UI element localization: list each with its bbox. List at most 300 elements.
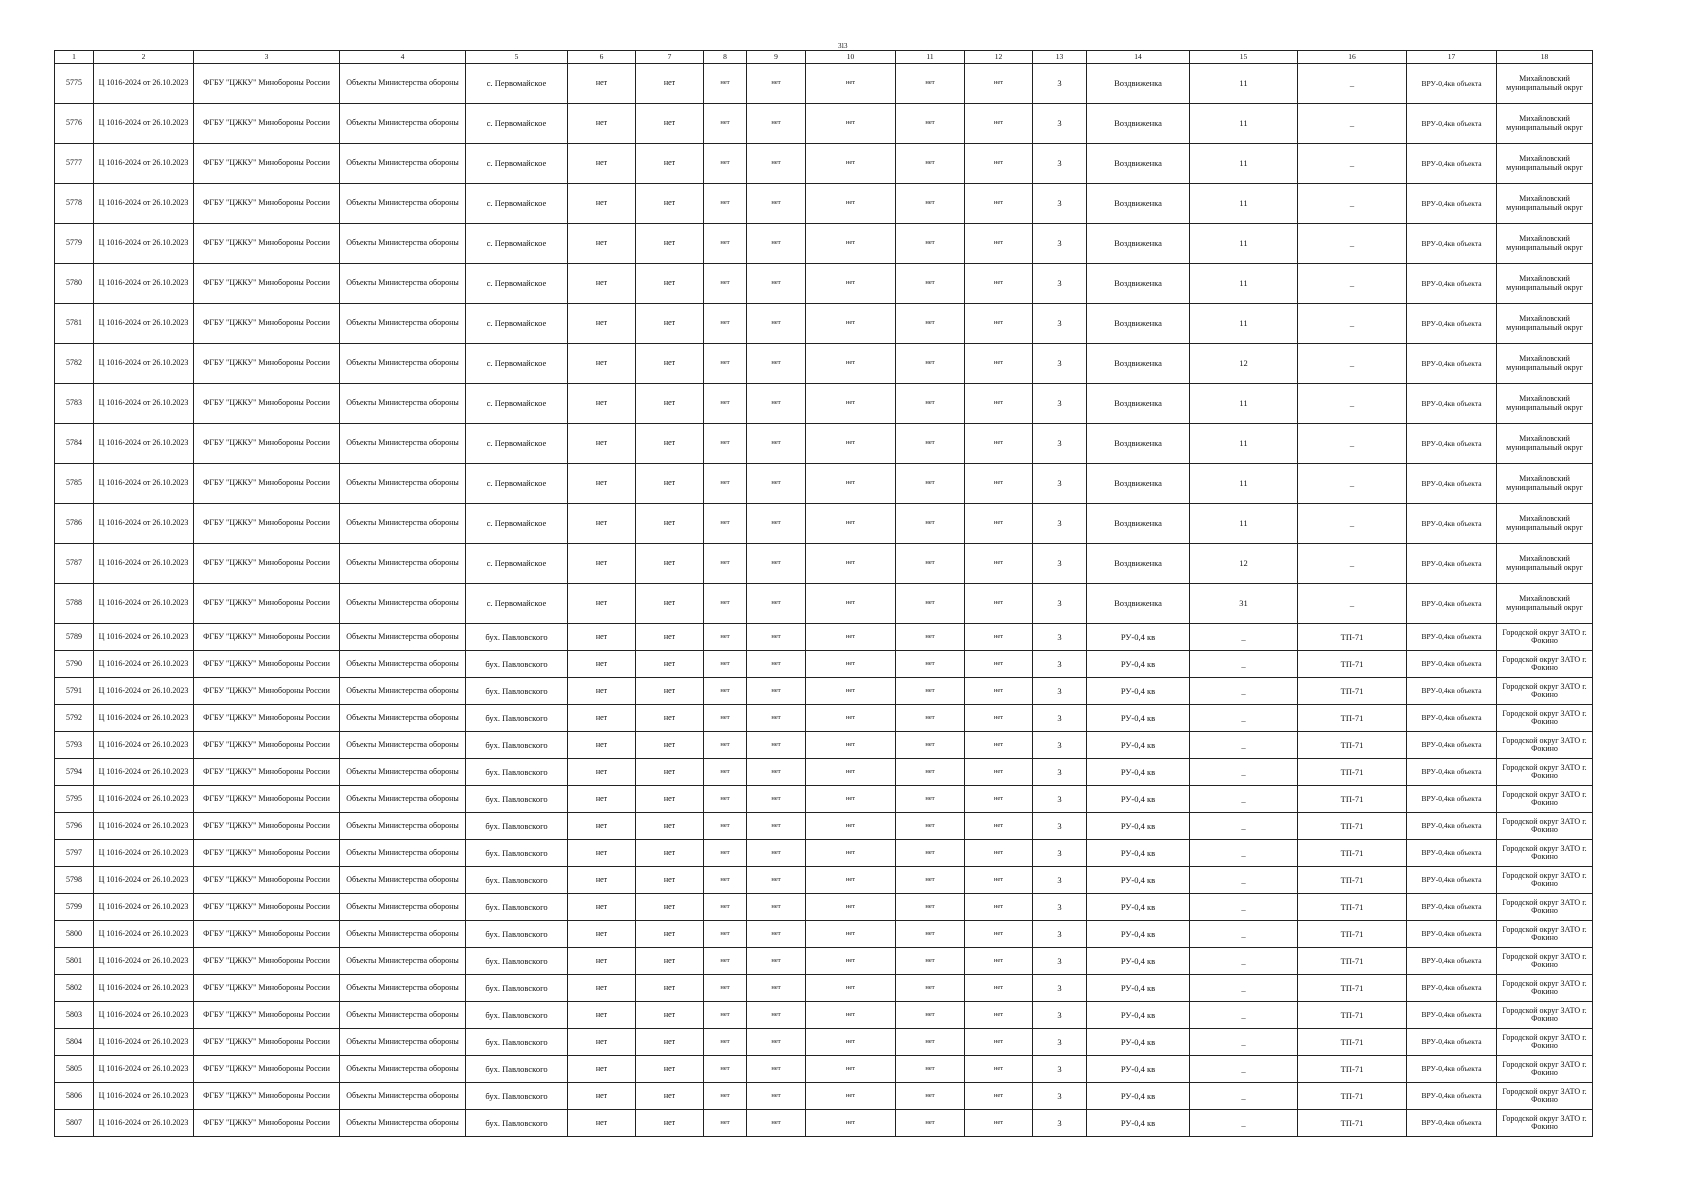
cell-col-5: с. Первомайское <box>466 184 568 224</box>
cell-col-4: Объекты Министерства обороны <box>340 1029 466 1056</box>
cell-col-5: бух. Павловского <box>466 813 568 840</box>
cell-col-11: нет <box>896 1110 965 1137</box>
cell-col-4: Объекты Министерства обороны <box>340 840 466 867</box>
cell-col-5: с. Первомайское <box>466 224 568 264</box>
cell-col-5: бух. Павловского <box>466 1002 568 1029</box>
cell-col-14: Воздвиженка <box>1087 344 1190 384</box>
cell-col-8: нет <box>704 144 747 184</box>
cell-col-3: ФГБУ "ЦЖКУ" Минобороны России <box>194 1110 340 1137</box>
column-header-5: 5 <box>466 51 568 64</box>
cell-col-13: 3 <box>1033 786 1087 813</box>
cell-col-10: нет <box>806 786 896 813</box>
cell-col-16: _ <box>1298 384 1407 424</box>
cell-col-5: с. Первомайское <box>466 64 568 104</box>
cell-col-16: ТП-71 <box>1298 1029 1407 1056</box>
cell-col-5: бух. Павловского <box>466 678 568 705</box>
cell-col-17: ВРУ-0,4кв объекта <box>1407 651 1497 678</box>
cell-col-14: РУ-0,4 кв <box>1087 732 1190 759</box>
cell-col-15: _ <box>1190 624 1298 651</box>
cell-col-6: нет <box>568 544 636 584</box>
cell-col-11: нет <box>896 705 965 732</box>
cell-col-15: 11 <box>1190 104 1298 144</box>
cell-col-17: ВРУ-0,4кв объекта <box>1407 840 1497 867</box>
cell-col-15: _ <box>1190 651 1298 678</box>
cell-col-14: Воздвиженка <box>1087 64 1190 104</box>
cell-col-14: Воздвиженка <box>1087 184 1190 224</box>
cell-col-8: нет <box>704 678 747 705</box>
cell-col-6: нет <box>568 624 636 651</box>
cell-col-7: нет <box>636 384 704 424</box>
cell-col-16: _ <box>1298 504 1407 544</box>
cell-col-13: 3 <box>1033 624 1087 651</box>
cell-col-16: _ <box>1298 304 1407 344</box>
cell-col-15: 11 <box>1190 384 1298 424</box>
cell-col-1: 5806 <box>55 1083 94 1110</box>
column-header-17: 17 <box>1407 51 1497 64</box>
cell-col-9: нет <box>747 184 806 224</box>
cell-col-16: _ <box>1298 424 1407 464</box>
cell-col-5: с. Первомайское <box>466 304 568 344</box>
cell-col-8: нет <box>704 104 747 144</box>
cell-col-14: Воздвиженка <box>1087 104 1190 144</box>
cell-col-8: нет <box>704 894 747 921</box>
cell-col-14: РУ-0,4 кв <box>1087 894 1190 921</box>
cell-col-6: нет <box>568 504 636 544</box>
cell-col-9: нет <box>747 1083 806 1110</box>
cell-col-1: 5788 <box>55 584 94 624</box>
register-table <box>54 50 1593 1137</box>
cell-col-3: ФГБУ "ЦЖКУ" Минобороны России <box>194 921 340 948</box>
cell-col-6: нет <box>568 64 636 104</box>
cell-col-4: Объекты Министерства обороны <box>340 813 466 840</box>
cell-col-18: Городской округ ЗАТО г. Фокино <box>1497 1056 1593 1083</box>
cell-col-18: Городской округ ЗАТО г. Фокино <box>1497 975 1593 1002</box>
cell-col-17: ВРУ-0,4кв объекта <box>1407 384 1497 424</box>
cell-col-1: 5790 <box>55 651 94 678</box>
cell-col-9: нет <box>747 732 806 759</box>
cell-col-17: ВРУ-0,4кв объекта <box>1407 624 1497 651</box>
cell-col-17: ВРУ-0,4кв объекта <box>1407 344 1497 384</box>
cell-col-3: ФГБУ "ЦЖКУ" Минобороны России <box>194 384 340 424</box>
cell-col-1: 5791 <box>55 678 94 705</box>
cell-col-17: ВРУ-0,4кв объекта <box>1407 786 1497 813</box>
cell-col-12: нет <box>965 1083 1033 1110</box>
table-row <box>55 1002 1593 1029</box>
cell-col-9: нет <box>747 504 806 544</box>
cell-col-3: ФГБУ "ЦЖКУ" Минобороны России <box>194 867 340 894</box>
cell-col-18: Михайловский муниципальный округ <box>1497 424 1593 464</box>
cell-col-2: Ц 1016-2024 от 26.10.2023 <box>94 840 194 867</box>
cell-col-8: нет <box>704 624 747 651</box>
cell-col-2: Ц 1016-2024 от 26.10.2023 <box>94 464 194 504</box>
cell-col-12: нет <box>965 1056 1033 1083</box>
cell-col-11: нет <box>896 651 965 678</box>
cell-col-8: нет <box>704 584 747 624</box>
column-header-15: 15 <box>1190 51 1298 64</box>
cell-col-9: нет <box>747 921 806 948</box>
cell-col-1: 5792 <box>55 705 94 732</box>
cell-col-18: Михайловский муниципальный округ <box>1497 504 1593 544</box>
cell-col-8: нет <box>704 384 747 424</box>
cell-col-3: ФГБУ "ЦЖКУ" Минобороны России <box>194 948 340 975</box>
cell-col-4: Объекты Министерства обороны <box>340 144 466 184</box>
cell-col-2: Ц 1016-2024 от 26.10.2023 <box>94 384 194 424</box>
cell-col-8: нет <box>704 464 747 504</box>
cell-col-5: бух. Павловского <box>466 759 568 786</box>
column-header-1: 1 <box>55 51 94 64</box>
cell-col-10: нет <box>806 975 896 1002</box>
table-row <box>55 921 1593 948</box>
cell-col-13: 3 <box>1033 184 1087 224</box>
cell-col-9: нет <box>747 813 806 840</box>
cell-col-3: ФГБУ "ЦЖКУ" Минобороны России <box>194 504 340 544</box>
cell-col-15: _ <box>1190 975 1298 1002</box>
cell-col-10: нет <box>806 894 896 921</box>
cell-col-11: нет <box>896 104 965 144</box>
cell-col-6: нет <box>568 584 636 624</box>
cell-col-16: _ <box>1298 104 1407 144</box>
cell-col-12: нет <box>965 264 1033 304</box>
cell-col-11: нет <box>896 975 965 1002</box>
cell-col-3: ФГБУ "ЦЖКУ" Минобороны России <box>194 840 340 867</box>
cell-col-2: Ц 1016-2024 от 26.10.2023 <box>94 1056 194 1083</box>
column-header-9: 9 <box>747 51 806 64</box>
cell-col-17: ВРУ-0,4кв объекта <box>1407 894 1497 921</box>
cell-col-14: РУ-0,4 кв <box>1087 759 1190 786</box>
cell-col-14: РУ-0,4 кв <box>1087 1110 1190 1137</box>
cell-col-14: РУ-0,4 кв <box>1087 921 1190 948</box>
table-row <box>55 584 1593 624</box>
cell-col-4: Объекты Министерства обороны <box>340 624 466 651</box>
cell-col-7: нет <box>636 624 704 651</box>
cell-col-6: нет <box>568 224 636 264</box>
cell-col-12: нет <box>965 544 1033 584</box>
cell-col-10: нет <box>806 1056 896 1083</box>
cell-col-13: 3 <box>1033 344 1087 384</box>
cell-col-17: ВРУ-0,4кв объекта <box>1407 948 1497 975</box>
cell-col-16: ТП-71 <box>1298 948 1407 975</box>
column-header-6: 6 <box>568 51 636 64</box>
cell-col-4: Объекты Министерства обороны <box>340 504 466 544</box>
cell-col-17: ВРУ-0,4кв объекта <box>1407 732 1497 759</box>
cell-col-2: Ц 1016-2024 от 26.10.2023 <box>94 224 194 264</box>
cell-col-13: 3 <box>1033 948 1087 975</box>
cell-col-3: ФГБУ "ЦЖКУ" Минобороны России <box>194 264 340 304</box>
cell-col-6: нет <box>568 705 636 732</box>
table-row <box>55 344 1593 384</box>
cell-col-15: 11 <box>1190 144 1298 184</box>
table-row <box>55 759 1593 786</box>
cell-col-15: _ <box>1190 786 1298 813</box>
cell-col-7: нет <box>636 1029 704 1056</box>
cell-col-14: Воздвиженка <box>1087 504 1190 544</box>
cell-col-9: нет <box>747 705 806 732</box>
cell-col-5: бух. Павловского <box>466 786 568 813</box>
cell-col-8: нет <box>704 344 747 384</box>
cell-col-14: Воздвиженка <box>1087 304 1190 344</box>
cell-col-15: 11 <box>1190 184 1298 224</box>
cell-col-14: РУ-0,4 кв <box>1087 813 1190 840</box>
column-header-8: 8 <box>704 51 747 64</box>
cell-col-14: Воздвиженка <box>1087 584 1190 624</box>
cell-col-5: бух. Павловского <box>466 624 568 651</box>
cell-col-12: нет <box>965 948 1033 975</box>
cell-col-11: нет <box>896 184 965 224</box>
cell-col-17: ВРУ-0,4кв объекта <box>1407 544 1497 584</box>
cell-col-11: нет <box>896 384 965 424</box>
cell-col-15: _ <box>1190 1056 1298 1083</box>
cell-col-16: ТП-71 <box>1298 975 1407 1002</box>
cell-col-18: Городской округ ЗАТО г. Фокино <box>1497 1083 1593 1110</box>
cell-col-5: с. Первомайское <box>466 424 568 464</box>
cell-col-16: ТП-71 <box>1298 624 1407 651</box>
cell-col-7: нет <box>636 786 704 813</box>
cell-col-13: 3 <box>1033 544 1087 584</box>
cell-col-2: Ц 1016-2024 от 26.10.2023 <box>94 813 194 840</box>
column-header-3: 3 <box>194 51 340 64</box>
cell-col-18: Городской округ ЗАТО г. Фокино <box>1497 921 1593 948</box>
cell-col-2: Ц 1016-2024 от 26.10.2023 <box>94 544 194 584</box>
cell-col-11: нет <box>896 813 965 840</box>
cell-col-6: нет <box>568 1002 636 1029</box>
cell-col-18: Городской округ ЗАТО г. Фокино <box>1497 651 1593 678</box>
cell-col-10: нет <box>806 584 896 624</box>
cell-col-17: ВРУ-0,4кв объекта <box>1407 975 1497 1002</box>
cell-col-2: Ц 1016-2024 от 26.10.2023 <box>94 705 194 732</box>
cell-col-9: нет <box>747 1029 806 1056</box>
cell-col-2: Ц 1016-2024 от 26.10.2023 <box>94 732 194 759</box>
cell-col-3: ФГБУ "ЦЖКУ" Минобороны России <box>194 894 340 921</box>
cell-col-10: нет <box>806 384 896 424</box>
cell-col-13: 3 <box>1033 464 1087 504</box>
cell-col-13: 3 <box>1033 1083 1087 1110</box>
cell-col-7: нет <box>636 705 704 732</box>
cell-col-8: нет <box>704 786 747 813</box>
cell-col-1: 5783 <box>55 384 94 424</box>
cell-col-2: Ц 1016-2024 от 26.10.2023 <box>94 921 194 948</box>
cell-col-2: Ц 1016-2024 от 26.10.2023 <box>94 344 194 384</box>
cell-col-3: ФГБУ "ЦЖКУ" Минобороны России <box>194 224 340 264</box>
cell-col-6: нет <box>568 344 636 384</box>
cell-col-1: 5797 <box>55 840 94 867</box>
cell-col-10: нет <box>806 64 896 104</box>
cell-col-14: РУ-0,4 кв <box>1087 867 1190 894</box>
cell-col-5: с. Первомайское <box>466 144 568 184</box>
cell-col-4: Объекты Министерства обороны <box>340 732 466 759</box>
cell-col-5: с. Первомайское <box>466 544 568 584</box>
cell-col-10: нет <box>806 304 896 344</box>
cell-col-7: нет <box>636 104 704 144</box>
cell-col-6: нет <box>568 921 636 948</box>
cell-col-11: нет <box>896 759 965 786</box>
cell-col-1: 5777 <box>55 144 94 184</box>
cell-col-17: ВРУ-0,4кв объекта <box>1407 867 1497 894</box>
cell-col-7: нет <box>636 64 704 104</box>
cell-col-7: нет <box>636 867 704 894</box>
cell-col-15: _ <box>1190 840 1298 867</box>
cell-col-10: нет <box>806 224 896 264</box>
table-row <box>55 894 1593 921</box>
cell-col-14: РУ-0,4 кв <box>1087 651 1190 678</box>
cell-col-13: 3 <box>1033 705 1087 732</box>
cell-col-10: нет <box>806 813 896 840</box>
cell-col-3: ФГБУ "ЦЖКУ" Минобороны России <box>194 304 340 344</box>
cell-col-7: нет <box>636 759 704 786</box>
cell-col-1: 5795 <box>55 786 94 813</box>
cell-col-7: нет <box>636 732 704 759</box>
cell-col-9: нет <box>747 264 806 304</box>
cell-col-7: нет <box>636 678 704 705</box>
cell-col-11: нет <box>896 264 965 304</box>
cell-col-2: Ц 1016-2024 от 26.10.2023 <box>94 264 194 304</box>
cell-col-9: нет <box>747 384 806 424</box>
cell-col-12: нет <box>965 504 1033 544</box>
cell-col-4: Объекты Министерства обороны <box>340 304 466 344</box>
cell-col-17: ВРУ-0,4кв объекта <box>1407 921 1497 948</box>
cell-col-10: нет <box>806 705 896 732</box>
cell-col-12: нет <box>965 224 1033 264</box>
cell-col-18: Городской округ ЗАТО г. Фокино <box>1497 840 1593 867</box>
cell-col-7: нет <box>636 840 704 867</box>
cell-col-8: нет <box>704 867 747 894</box>
cell-col-1: 5798 <box>55 867 94 894</box>
table-row <box>55 1056 1593 1083</box>
cell-col-7: нет <box>636 544 704 584</box>
table-row <box>55 304 1593 344</box>
cell-col-11: нет <box>896 624 965 651</box>
cell-col-2: Ц 1016-2024 от 26.10.2023 <box>94 304 194 344</box>
cell-col-18: Городской округ ЗАТО г. Фокино <box>1497 786 1593 813</box>
cell-col-4: Объекты Министерства обороны <box>340 1083 466 1110</box>
cell-col-6: нет <box>568 894 636 921</box>
cell-col-9: нет <box>747 948 806 975</box>
cell-col-15: _ <box>1190 705 1298 732</box>
cell-col-11: нет <box>896 1083 965 1110</box>
cell-col-17: ВРУ-0,4кв объекта <box>1407 1110 1497 1137</box>
cell-col-12: нет <box>965 1110 1033 1137</box>
cell-col-16: ТП-71 <box>1298 894 1407 921</box>
cell-col-11: нет <box>896 1056 965 1083</box>
cell-col-13: 3 <box>1033 894 1087 921</box>
cell-col-2: Ц 1016-2024 от 26.10.2023 <box>94 64 194 104</box>
column-header-18: 18 <box>1497 51 1593 64</box>
cell-col-6: нет <box>568 384 636 424</box>
cell-col-9: нет <box>747 544 806 584</box>
cell-col-4: Объекты Министерства обороны <box>340 975 466 1002</box>
cell-col-5: бух. Павловского <box>466 867 568 894</box>
cell-col-6: нет <box>568 651 636 678</box>
cell-col-3: ФГБУ "ЦЖКУ" Минобороны России <box>194 104 340 144</box>
cell-col-4: Объекты Министерства обороны <box>340 705 466 732</box>
cell-col-17: ВРУ-0,4кв объекта <box>1407 304 1497 344</box>
cell-col-16: ТП-71 <box>1298 813 1407 840</box>
cell-col-18: Михайловский муниципальный округ <box>1497 104 1593 144</box>
cell-col-8: нет <box>704 1002 747 1029</box>
cell-col-4: Объекты Министерства обороны <box>340 464 466 504</box>
cell-col-4: Объекты Министерства обороны <box>340 1056 466 1083</box>
cell-col-11: нет <box>896 867 965 894</box>
cell-col-18: Городской округ ЗАТО г. Фокино <box>1497 624 1593 651</box>
cell-col-10: нет <box>806 948 896 975</box>
cell-col-9: нет <box>747 424 806 464</box>
cell-col-4: Объекты Министерства обороны <box>340 64 466 104</box>
table-row <box>55 384 1593 424</box>
table-row <box>55 264 1593 304</box>
table-row <box>55 1083 1593 1110</box>
cell-col-17: ВРУ-0,4кв объекта <box>1407 1083 1497 1110</box>
cell-col-10: нет <box>806 1110 896 1137</box>
cell-col-4: Объекты Министерства обороны <box>340 384 466 424</box>
cell-col-15: _ <box>1190 921 1298 948</box>
cell-col-12: нет <box>965 867 1033 894</box>
cell-col-7: нет <box>636 1002 704 1029</box>
cell-col-17: ВРУ-0,4кв объекта <box>1407 424 1497 464</box>
cell-col-4: Объекты Министерства обороны <box>340 948 466 975</box>
cell-col-7: нет <box>636 813 704 840</box>
cell-col-2: Ц 1016-2024 от 26.10.2023 <box>94 1029 194 1056</box>
cell-col-7: нет <box>636 584 704 624</box>
cell-col-5: бух. Павловского <box>466 894 568 921</box>
cell-col-17: ВРУ-0,4кв объекта <box>1407 504 1497 544</box>
cell-col-9: нет <box>747 584 806 624</box>
cell-col-8: нет <box>704 975 747 1002</box>
table-row <box>55 840 1593 867</box>
cell-col-10: нет <box>806 104 896 144</box>
cell-col-9: нет <box>747 344 806 384</box>
cell-col-16: _ <box>1298 224 1407 264</box>
cell-col-13: 3 <box>1033 1056 1087 1083</box>
cell-col-6: нет <box>568 948 636 975</box>
cell-col-8: нет <box>704 64 747 104</box>
cell-col-14: РУ-0,4 кв <box>1087 1083 1190 1110</box>
cell-col-8: нет <box>704 705 747 732</box>
column-header-14: 14 <box>1087 51 1190 64</box>
cell-col-3: ФГБУ "ЦЖКУ" Минобороны России <box>194 651 340 678</box>
column-header-10: 10 <box>806 51 896 64</box>
cell-col-14: Воздвиженка <box>1087 264 1190 304</box>
column-number-row <box>55 51 1593 64</box>
cell-col-12: нет <box>965 1029 1033 1056</box>
cell-col-6: нет <box>568 1110 636 1137</box>
cell-col-9: нет <box>747 1110 806 1137</box>
table-row <box>55 678 1593 705</box>
cell-col-16: ТП-71 <box>1298 786 1407 813</box>
cell-col-7: нет <box>636 304 704 344</box>
cell-col-1: 5782 <box>55 344 94 384</box>
cell-col-15: 11 <box>1190 504 1298 544</box>
cell-col-9: нет <box>747 624 806 651</box>
cell-col-10: нет <box>806 651 896 678</box>
cell-col-16: ТП-71 <box>1298 732 1407 759</box>
cell-col-4: Объекты Министерства обороны <box>340 786 466 813</box>
cell-col-8: нет <box>704 504 747 544</box>
cell-col-5: с. Первомайское <box>466 104 568 144</box>
cell-col-13: 3 <box>1033 384 1087 424</box>
cell-col-10: нет <box>806 544 896 584</box>
cell-col-2: Ц 1016-2024 от 26.10.2023 <box>94 759 194 786</box>
page-number: 313 <box>838 42 847 50</box>
cell-col-16: ТП-71 <box>1298 651 1407 678</box>
cell-col-6: нет <box>568 1056 636 1083</box>
cell-col-18: Михайловский муниципальный округ <box>1497 464 1593 504</box>
cell-col-4: Объекты Министерства обороны <box>340 424 466 464</box>
cell-col-9: нет <box>747 975 806 1002</box>
cell-col-6: нет <box>568 678 636 705</box>
cell-col-18: Городской округ ЗАТО г. Фокино <box>1497 1029 1593 1056</box>
cell-col-13: 3 <box>1033 732 1087 759</box>
cell-col-11: нет <box>896 786 965 813</box>
cell-col-6: нет <box>568 104 636 144</box>
